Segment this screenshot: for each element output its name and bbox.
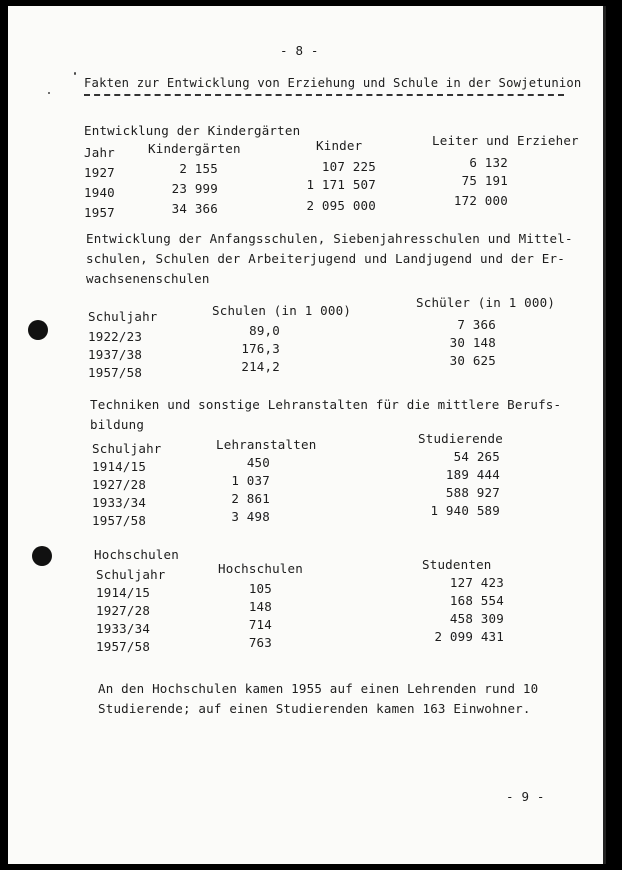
table-row-year: 1914/15 bbox=[92, 459, 147, 474]
table-row-year: 1922/23 bbox=[88, 329, 143, 344]
table-cell: 1 940 589 bbox=[430, 503, 500, 518]
table-row-year: 1914/15 bbox=[96, 585, 151, 600]
scan-edge bbox=[603, 6, 606, 864]
table-cell: 214,2 bbox=[241, 359, 280, 374]
table-cell: 2 095 000 bbox=[306, 198, 376, 213]
table-cell: 450 bbox=[246, 455, 270, 470]
schools-col-schueler: Schüler (in 1 000) bbox=[416, 295, 556, 310]
university-col-year: Schuljahr bbox=[96, 567, 166, 582]
table-cell: 1 037 bbox=[231, 473, 270, 488]
table-cell: 168 554 bbox=[449, 593, 504, 608]
table-cell: 34 366 bbox=[171, 201, 218, 216]
table-row-year: 1957/58 bbox=[96, 639, 151, 654]
punch-hole bbox=[28, 320, 48, 340]
table-cell: 127 423 bbox=[449, 575, 504, 590]
table-cell: 189 444 bbox=[445, 467, 500, 482]
university-heading: Hochschulen bbox=[94, 547, 179, 562]
table-cell: 89,0 bbox=[249, 323, 280, 338]
table-cell: 2 861 bbox=[231, 491, 270, 506]
table-cell: 458 309 bbox=[449, 611, 504, 626]
table-row-year: 1957/58 bbox=[92, 513, 147, 528]
table-cell: 1 171 507 bbox=[306, 177, 376, 192]
table-cell: 763 bbox=[248, 635, 272, 650]
schools-heading-line-3: wachsenenschulen bbox=[86, 271, 210, 286]
schools-col-year: Schuljahr bbox=[88, 309, 158, 324]
page-number-bottom: - 9 - bbox=[506, 789, 545, 804]
table-cell: 30 625 bbox=[449, 353, 496, 368]
schools-heading-line-2: schulen, Schulen der Arbeiterjugend und Landjugend und der Er- bbox=[86, 251, 565, 266]
university-col-hochschulen: Hochschulen bbox=[218, 561, 303, 576]
table-cell: 176,3 bbox=[241, 341, 280, 356]
table-row-year: 1927 bbox=[84, 165, 115, 180]
schools-heading-line-1: Entwicklung der Anfangsschulen, Siebenjahresschulen und Mittel- bbox=[86, 231, 573, 246]
technical-col-year: Schuljahr bbox=[92, 441, 162, 456]
kindergarten-col-leiter: Leiter und Erzieher bbox=[432, 133, 579, 148]
table-cell: 714 bbox=[248, 617, 272, 632]
table-row-year: 1940 bbox=[84, 185, 115, 200]
closing-text-line-2: Studierende; auf einen Studierenden kamen 163 Einwohner. bbox=[98, 701, 531, 716]
technical-heading-line-2: bildung bbox=[90, 417, 145, 432]
table-cell: 2 155 bbox=[179, 161, 218, 176]
title-underline bbox=[84, 94, 564, 96]
table-row-year: 1927/28 bbox=[92, 477, 147, 492]
kindergarten-col-year: Jahr bbox=[84, 145, 115, 160]
punch-hole bbox=[32, 546, 52, 566]
kindergarten-col-kinder: Kinder bbox=[316, 138, 363, 153]
table-cell: 2 099 431 bbox=[434, 629, 504, 644]
schools-col-schulen: Schulen (in 1 000) bbox=[212, 303, 352, 318]
page-number-top: - 8 - bbox=[280, 43, 319, 58]
table-row-year: 1937/38 bbox=[88, 347, 143, 362]
document-page bbox=[8, 6, 606, 864]
table-row-year: 1957 bbox=[84, 205, 115, 220]
table-cell: 54 265 bbox=[453, 449, 500, 464]
ink-speck bbox=[48, 92, 50, 94]
table-cell: 105 bbox=[248, 581, 272, 596]
table-cell: 6 132 bbox=[469, 155, 508, 170]
ink-speck bbox=[74, 72, 76, 75]
table-cell: 7 366 bbox=[457, 317, 496, 332]
kindergarten-heading: Entwicklung der Kindergärten bbox=[84, 123, 301, 138]
technical-col-studierende: Studierende bbox=[418, 431, 503, 446]
table-cell: 107 225 bbox=[321, 159, 376, 174]
table-cell: 23 999 bbox=[171, 181, 218, 196]
university-col-studenten: Studenten bbox=[422, 557, 492, 572]
table-cell: 172 000 bbox=[453, 193, 508, 208]
table-cell: 75 191 bbox=[461, 173, 508, 188]
document-title: Fakten zur Entwicklung von Erziehung und Schule in der Sowjetunion bbox=[84, 76, 582, 90]
table-row-year: 1933/34 bbox=[96, 621, 151, 636]
table-row-year: 1957/58 bbox=[88, 365, 143, 380]
technical-heading-line-1: Techniken und sonstige Lehranstalten für die mittlere Berufs- bbox=[90, 397, 562, 412]
table-cell: 3 498 bbox=[231, 509, 270, 524]
table-row-year: 1927/28 bbox=[96, 603, 151, 618]
table-row-year: 1933/34 bbox=[92, 495, 147, 510]
technical-col-lehranstalten: Lehranstalten bbox=[216, 437, 317, 452]
table-cell: 148 bbox=[248, 599, 272, 614]
kindergarten-col-kindergaerten: Kindergärten bbox=[148, 141, 241, 156]
closing-text-line-1: An den Hochschulen kamen 1955 auf einen Lehrenden rund 10 bbox=[98, 681, 539, 696]
table-cell: 588 927 bbox=[445, 485, 500, 500]
table-cell: 30 148 bbox=[449, 335, 496, 350]
